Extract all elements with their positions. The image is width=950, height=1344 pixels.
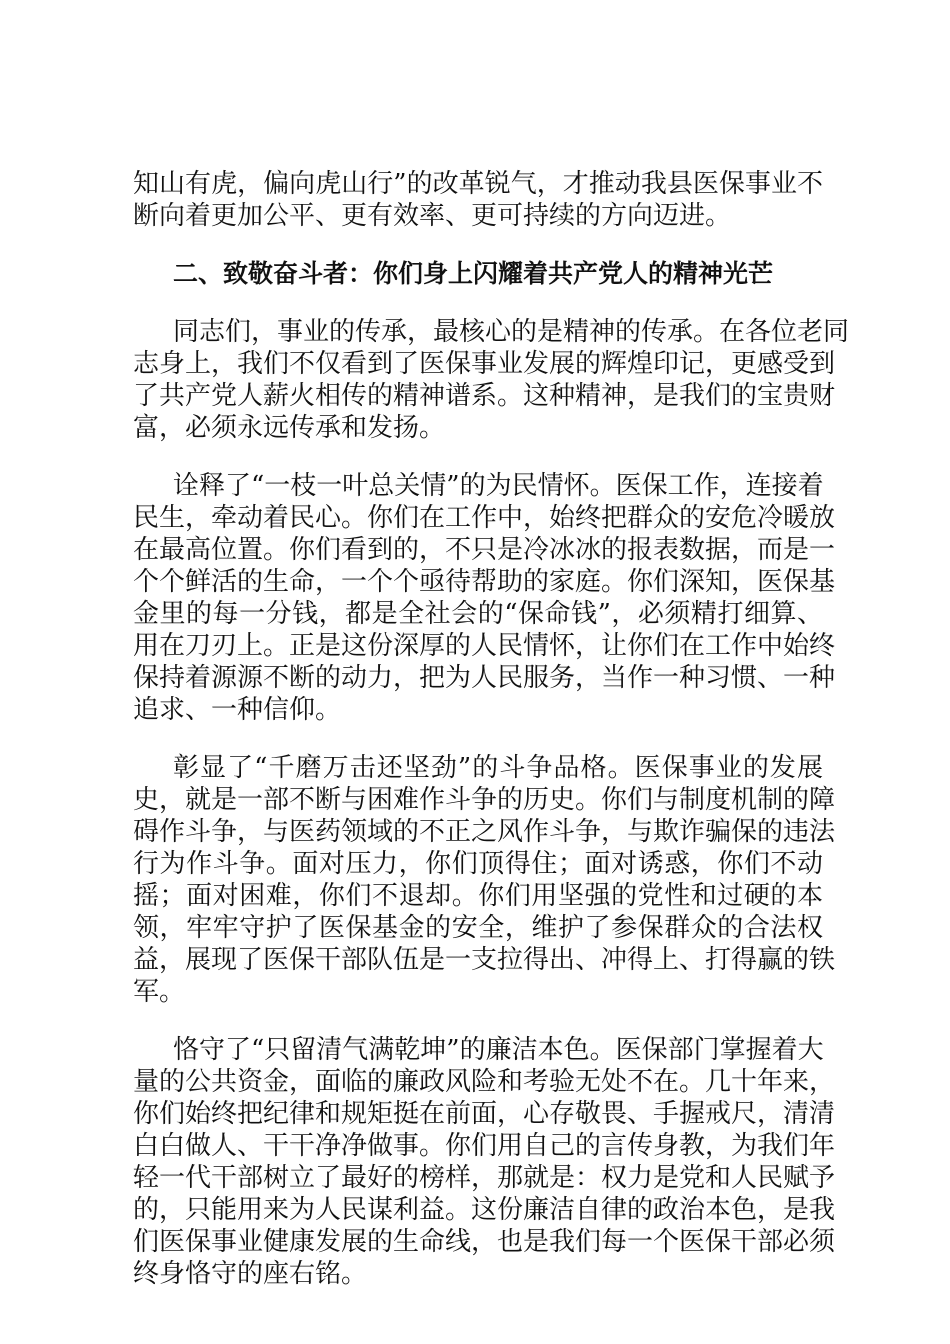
intro-paragraph xyxy=(133,168,823,232)
text-line: 量的公共资金，面临的廉政风险和考验无处不在。几十年来， xyxy=(133,1067,836,1097)
paragraph-inheritance xyxy=(133,316,850,444)
text-line: 摇；面对困难，你们不退却。你们用坚强的党性和过硬的本 xyxy=(133,881,823,911)
text-line: 行为作斗争。面对压力，你们顶得住；面对诱惑，你们不动 xyxy=(133,849,823,879)
text-line: 益，展现了医保干部队伍是一支拉得出、冲得上、打得赢的铁 xyxy=(133,945,836,975)
text-line: 追求、一种信仰。 xyxy=(133,695,342,725)
text-line: 们医保事业健康发展的生命线，也是我们每一个医保干部必须 xyxy=(133,1227,836,1257)
text-line: 保持着源源不断的动力，把为人民服务，当作一种习惯、一种 xyxy=(133,663,836,693)
text-line: 诠释了“一枝一叶总关情”的为民情怀。医保工作，连接着 xyxy=(173,471,824,501)
text-line: 个个鲜活的生命，一个个亟待帮助的家庭。你们深知，医保基 xyxy=(133,567,836,597)
text-line: 志身上，我们不仅看到了医保事业发展的辉煌印记，更感受到 xyxy=(133,349,836,379)
text-line: 终身恪守的座右铭。 xyxy=(133,1259,368,1289)
text-line: 知山有虎，偏向虎山行”的改革锐气，才推动我县医保事业不 xyxy=(133,169,823,199)
text-line: 民生，牵动着民心。你们在工作中，始终把群众的安危冷暖放 xyxy=(133,503,836,533)
section-heading: 二、致敬奋斗者：你们身上闪耀着共产党人的精神光芒 xyxy=(173,259,774,288)
text-line: 军。 xyxy=(133,977,186,1007)
text-line: 史，就是一部不断与困难作斗争的历史。你们与制度机制的障 xyxy=(133,785,836,815)
text-line: 领，牢牢守护了医保基金的安全，维护了参保群众的合法权 xyxy=(133,913,823,943)
text-line: 恪守了“只留清气满乾坤”的廉洁本色。医保部门掌握着大 xyxy=(173,1035,824,1065)
text-line: 断向着更加公平、更有效率、更可持续的方向迈进。 xyxy=(133,201,732,231)
text-line: 轻一代干部树立了最好的榜样，那就是：权力是党和人民赋予 xyxy=(133,1163,836,1193)
text-line: 碍作斗争，与医药领域的不正之风作斗争，与欺诈骗保的违法 xyxy=(133,817,836,847)
text-line: 彰显了“千磨万击还坚劲”的斗争品格。医保事业的发展 xyxy=(173,753,823,783)
text-line: 在最高位置。你们看到的，不只是冷冰冰的报表数据，而是一 xyxy=(133,535,836,565)
paragraph-integrity xyxy=(133,1034,836,1290)
text-line: 你们始终把纪律和规矩挺在前面，心存敬畏、手握戒尺，清清 xyxy=(133,1099,836,1129)
paragraph-people-first xyxy=(133,470,836,726)
text-line: 的，只能用来为人民谋利益。这份廉洁自律的政治本色，是我 xyxy=(133,1195,836,1225)
text-line: 白白做人、干干净净做事。你们用自己的言传身教，为我们年 xyxy=(133,1131,836,1161)
text-line: 了共产党人薪火相传的精神谱系。这种精神，是我们的宝贵财 xyxy=(133,381,836,411)
text-line: 金里的每一分钱，都是全社会的“保命钱”，必须精打细算、 xyxy=(133,599,823,629)
text-line: 用在刀刃上。正是这份深厚的人民情怀，让你们在工作中始终 xyxy=(133,631,836,661)
text-line: 同志们，事业的传承，最核心的是精神的传承。在各位老同 xyxy=(173,317,850,347)
paragraph-struggle xyxy=(133,752,836,1008)
text-line: 富，必须永远传承和发扬。 xyxy=(133,413,446,443)
document-body xyxy=(133,168,850,1316)
